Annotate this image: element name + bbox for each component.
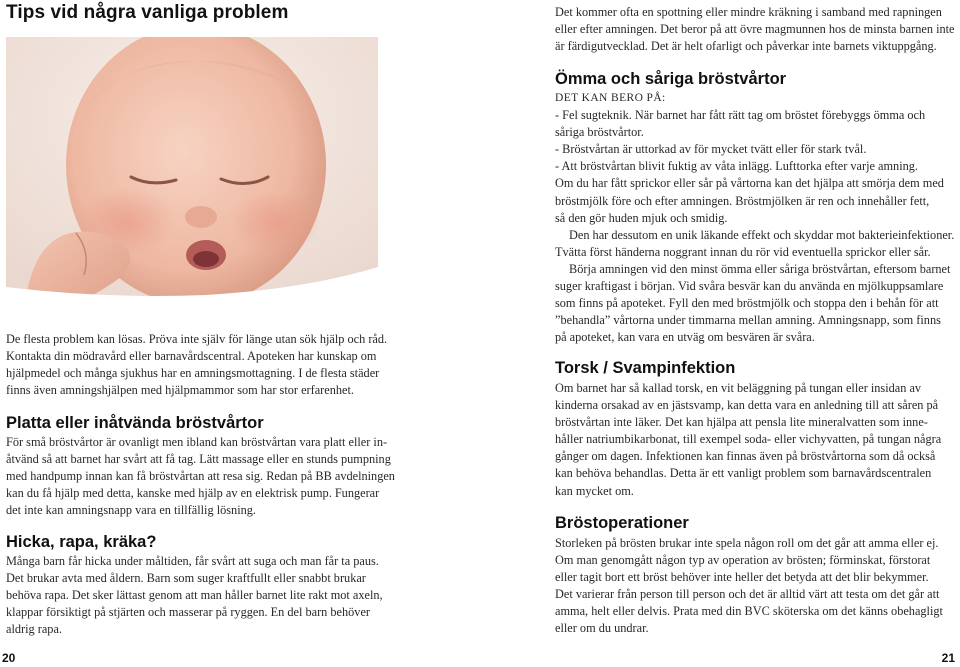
hiccups-paragraph: Många barn får hicka under måltiden, får svårt att suga och man får ta paus. Det brukar avta med åldern. Barn som suger kraftfullt eller snabbt brukar behöva rapa. Det sker lättast genom att man håller barnet lite rakt mot axeln, klappar försiktigt på stjärten och masserar på ryggen. En del barn behöver aldrig rapa. — [6, 554, 383, 637]
section-heading-hiccups: Hicka, rapa, kräka? — [6, 533, 157, 551]
sore-nipples-paragraph: DET KAN BERO PÅ: - Fel sugteknik. När barnet har fått rätt tag om bröstet förebyggs ömma och såriga bröstvårtor. - Bröstvårtan är uttorkad av för mycket tvätt eller för stark tvål. - Att bröstvårtan blivit fuktig av våta inlägg. Lufttorka efter varje amning. Om du har fått sprickor eller sår på vårtorna kan det hjälpa att smörja dem med bröstmjölk före och efter amningen. Bröstmjölken är ren och innehåller fett, så den gör huden mjuk och smidig. Den har dessutom en unik läkande effekt och skyddar mot bakterieinfektioner. Tvätta först händerna noggrant innan du rör vid eventuella sprickor eller sår. Börja amningen vid den minst ömma eller såriga bröstvårtan, eftersom barnet suger kraftigast i början. Vid svåra besvär kan du använda en mjölkuppsamlare som finns på apoteket. Fyll den med bröstmjölk och stoppa den i behån för att ”behandla” vårtorna under timmarna mellan amning. Amningsnapp, som finns på apoteket, kan vara en utväg om besvären är svåra. — [555, 92, 955, 345]
baby-illustration — [6, 37, 378, 309]
page-number-left: 20 — [2, 651, 16, 665]
right-page — [480, 0, 960, 667]
breast-surgery-paragraph: Storleken på brösten brukar inte spela någon roll om det går att amma eller ej. Om man genomgått någon typ av operation av brösten; förminskat, förstorat eller tagit bort ett bröst behöver inte heller det betyda att det blir bekymmer. Det varierar från person till person och det är alltid värt att testa om det går att amma, helt eller delvis. Prata med din BVC sköterska om det känns obehagligt eller om du undrar. — [555, 536, 943, 636]
section-heading-sore-nipples: Ömma och såriga bröstvårtor — [555, 70, 787, 88]
section-heading-thrush: Torsk / Svampinfektion — [555, 359, 736, 377]
page-number-right: 21 — [941, 651, 955, 665]
baby-photo — [6, 37, 378, 309]
page-title: Tips vid några vanliga problem — [6, 2, 289, 23]
section-heading-flat-nipples: Platta eller inåtvända bröstvårtor — [6, 414, 264, 432]
intro-paragraph: De flesta problem kan lösas. Pröva inte själv för länge utan sök hjälp och råd. Kontakta din mödravård eller barnavårdscentral. Apoteken har kunskap om hjälpmedel och många sjukhus har en amningsmottagning. I de flesta städer finns även amningshjälpen med hjälpmammor som har stor erfarenhet. — [6, 332, 388, 398]
thrush-paragraph: Om barnet har så kallad torsk, en vit beläggning på tungan eller insidan av kinderna orsakad av en jästsvamp, kan detta vara en anledning till att såren på bröstvårtan inte läker. Det kan hjälpa att pensla lite mineralvatten som inne- håller natriumbikarbonat, till exempel soda- eller vichyvatten, på tungan några gånger om dagen. Infektionen kan finnas även på bröstvårtorna som då också kan behöva behandlas. Detta är ett vanligt problem som barnavårdscentralen kan mycket om. — [555, 381, 942, 498]
section-heading-breast-surgery: Bröstoperationer — [555, 514, 689, 532]
flat-nipples-paragraph: För små bröstvårtor är ovanligt men ibland kan bröstvårtan vara platt eller in- åtvänd så att barnet har svårt att få tag. Lätt massage eller en stunds pumpning med handpump innan kan få bröstvårtan att resa sig. Redan på BB avdelningen kan du få hjälp med detta, kanske med hjälp av en elektrisk pump. Fungerar det inte kan amningsnapp vara en tillfällig lösning. — [6, 435, 395, 518]
spit-up-paragraph: Det kommer ofta en spottning eller mindre kräkning i samband med rapningen eller efter amningen. Det beror på att övre magmunnen hos de minsta barnen inte är färdigutvecklad. Det är helt ofarligt och påverkar inte barnets viktuppgång. — [555, 5, 955, 54]
